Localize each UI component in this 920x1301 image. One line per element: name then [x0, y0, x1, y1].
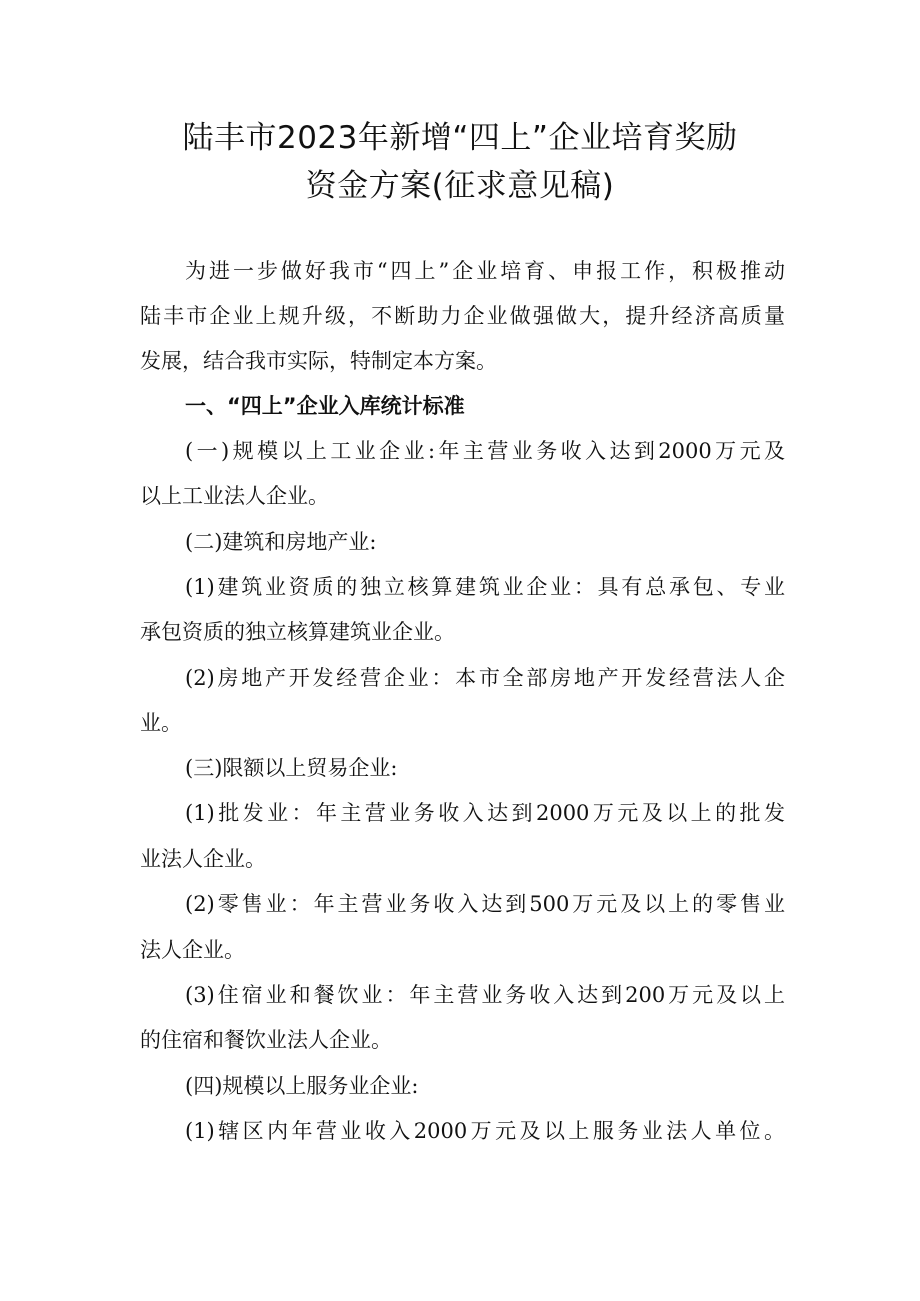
- item-construction-1-line-1: (1)建筑业资质的独立核算建筑业企业：具有总承包、专业: [185, 575, 785, 599]
- item-industry-line-1: (一)规模以上工业企业:年主营业务收入达到2000万元及: [185, 439, 785, 463]
- item-hospitality-line-1: (3)住宿业和餐饮业：年主营业务收入达到200万元及以上: [185, 983, 785, 1007]
- item-construction-heading: (二)建筑和房地产业:: [185, 530, 377, 554]
- item-industry-line-2: 以上工业法人企业。: [140, 484, 329, 508]
- item-services-heading: (四)规模以上服务业企业:: [185, 1074, 419, 1098]
- item-retail-line-2: 法人企业。: [140, 938, 245, 962]
- intro-line-3: 发展，结合我市实际，特制定本方案。: [140, 349, 497, 373]
- item-wholesale-line-2: 业法人企业。: [140, 847, 266, 871]
- item-wholesale-line-1: (1)批发业：年主营业务收入达到2000万元及以上的批发: [185, 801, 785, 825]
- document-title-line-1: 陆丰市2023年新增“四上”企业培育奖励: [182, 120, 738, 156]
- item-construction-1-line-2: 承包资质的独立核算建筑业企业。: [140, 620, 455, 644]
- intro-line-1: 为进一步做好我市“四上”企业培育、申报工作，积极推动: [185, 259, 785, 283]
- intro-line-2: 陆丰市企业上规升级，不断助力企业做强做大，提升经济高质量: [140, 304, 785, 328]
- item-trade-heading: (三)限额以上贸易企业:: [185, 756, 398, 780]
- document-title-line-2: 资金方案(征求意见稿): [305, 168, 615, 204]
- item-services-1-line-1: (1)辖区内年营业收入2000万元及以上服务业法人单位。: [185, 1119, 785, 1143]
- item-retail-line-1: (2)零售业：年主营业务收入达到500万元及以上的零售业: [185, 892, 785, 916]
- section-heading-1: 一、“四上”企业入库统计标准: [185, 394, 465, 418]
- item-realestate-line-1: (2)房地产开发经营企业：本市全部房地产开发经营法人企: [185, 666, 785, 690]
- item-hospitality-line-2: 的住宿和餐饮业法人企业。: [140, 1028, 392, 1052]
- item-realestate-line-2: 业。: [140, 711, 182, 735]
